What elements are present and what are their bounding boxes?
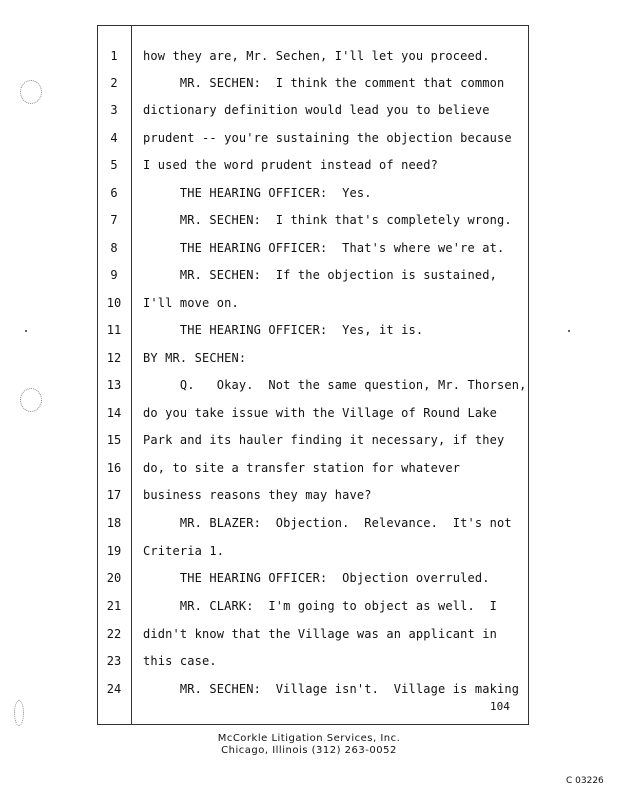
transcript-line (97, 403, 529, 423)
line-text: BY MR. SECHEN: (143, 351, 247, 365)
line-text: THE HEARING OFFICER: Yes. (143, 186, 372, 200)
line-text: I'll move on. (143, 296, 239, 310)
transcript-line (97, 265, 529, 285)
page-number: 104 (490, 700, 510, 713)
line-text: didn't know that the Village was an applicant in (143, 627, 497, 641)
line-number: 2 (110, 76, 118, 90)
line-number: 21 (106, 599, 122, 613)
line-text: prudent -- you're sustaining the objection because (143, 131, 512, 145)
footer-company: McCorkle Litigation Services, Inc. (217, 733, 401, 744)
line-number: 6 (110, 186, 118, 200)
line-text: Park and its hauler finding it necessary, if they (143, 433, 505, 447)
transcript-line (97, 430, 529, 450)
line-number: 5 (110, 158, 118, 172)
line-number: 13 (106, 378, 122, 392)
scan-speck (25, 330, 27, 332)
line-text: how they are, Mr. Sechen, I'll let you proceed. (143, 49, 490, 63)
line-text: do, to site a transfer station for whatever (143, 461, 461, 475)
reporter-footer (0, 733, 618, 757)
line-number: 10 (106, 296, 122, 310)
transcript-line (97, 320, 529, 340)
transcript-line (97, 624, 529, 644)
transcript-line (97, 513, 529, 533)
line-text: MR. CLARK: I'm going to object as well. I (143, 599, 497, 613)
transcript-line (97, 375, 529, 395)
transcript-line (97, 596, 529, 616)
line-text: this case. (143, 654, 217, 668)
punch-hole-mark (20, 388, 42, 412)
line-text: I used the word prudent instead of need? (143, 158, 438, 172)
line-number: 7 (110, 213, 118, 227)
line-text: THE HEARING OFFICER: That's where we're at. (143, 241, 505, 255)
bates-number: C 03226 (566, 776, 604, 786)
transcript-line (97, 46, 529, 66)
transcript-line (97, 293, 529, 313)
line-text: THE HEARING OFFICER: Objection overruled. (143, 571, 490, 585)
line-number: 9 (110, 268, 118, 282)
line-text: do you take issue with the Village of Round Lake (143, 406, 497, 420)
line-number: 22 (106, 627, 122, 641)
line-number: 1 (110, 49, 118, 63)
line-number: 11 (106, 323, 122, 337)
line-number: 16 (106, 461, 122, 475)
line-number: 17 (106, 488, 122, 502)
transcript-line (97, 458, 529, 478)
line-number: 20 (106, 571, 122, 585)
line-text: MR. SECHEN: I think that's completely wrong. (143, 213, 512, 227)
line-number: 8 (110, 241, 118, 255)
punch-hole-mark (14, 700, 24, 726)
line-number: 12 (106, 351, 122, 365)
line-text: business reasons they may have? (143, 488, 372, 502)
line-number: 24 (106, 682, 122, 696)
line-number: 4 (110, 131, 118, 145)
line-number: 19 (106, 544, 122, 558)
transcript-line (97, 210, 529, 230)
line-number: 15 (106, 433, 122, 447)
line-text: dictionary definition would lead you to believe (143, 103, 490, 117)
line-text: THE HEARING OFFICER: Yes, it is. (143, 323, 424, 337)
footer-contact: Chicago, Illinois (312) 263-0052 (221, 745, 397, 756)
line-text: Q. Okay. Not the same question, Mr. Thorsen, (143, 378, 527, 392)
transcript-line (97, 73, 529, 93)
transcript-line (97, 238, 529, 258)
transcript-line (97, 155, 529, 175)
punch-hole-mark (20, 80, 42, 104)
line-text: MR. SECHEN: I think the comment that common (143, 76, 505, 90)
transcript-line (97, 541, 529, 561)
line-number: 23 (106, 654, 122, 668)
transcript-line (97, 568, 529, 588)
transcript-line (97, 100, 529, 120)
transcript-line (97, 128, 529, 148)
line-number: 14 (106, 406, 122, 420)
scan-speck (568, 330, 570, 332)
line-text: Criteria 1. (143, 544, 225, 558)
transcript-line (97, 348, 529, 368)
transcript-line (97, 679, 529, 699)
transcript-line (97, 183, 529, 203)
line-number: 3 (110, 103, 118, 117)
transcript-line (97, 485, 529, 505)
line-text: MR. SECHEN: If the objection is sustained, (143, 268, 497, 282)
line-text: MR. BLAZER: Objection. Relevance. It's not (143, 516, 512, 530)
transcript-line (97, 651, 529, 671)
line-number: 18 (106, 516, 122, 530)
line-text: MR. SECHEN: Village isn't. Village is making (143, 682, 520, 696)
